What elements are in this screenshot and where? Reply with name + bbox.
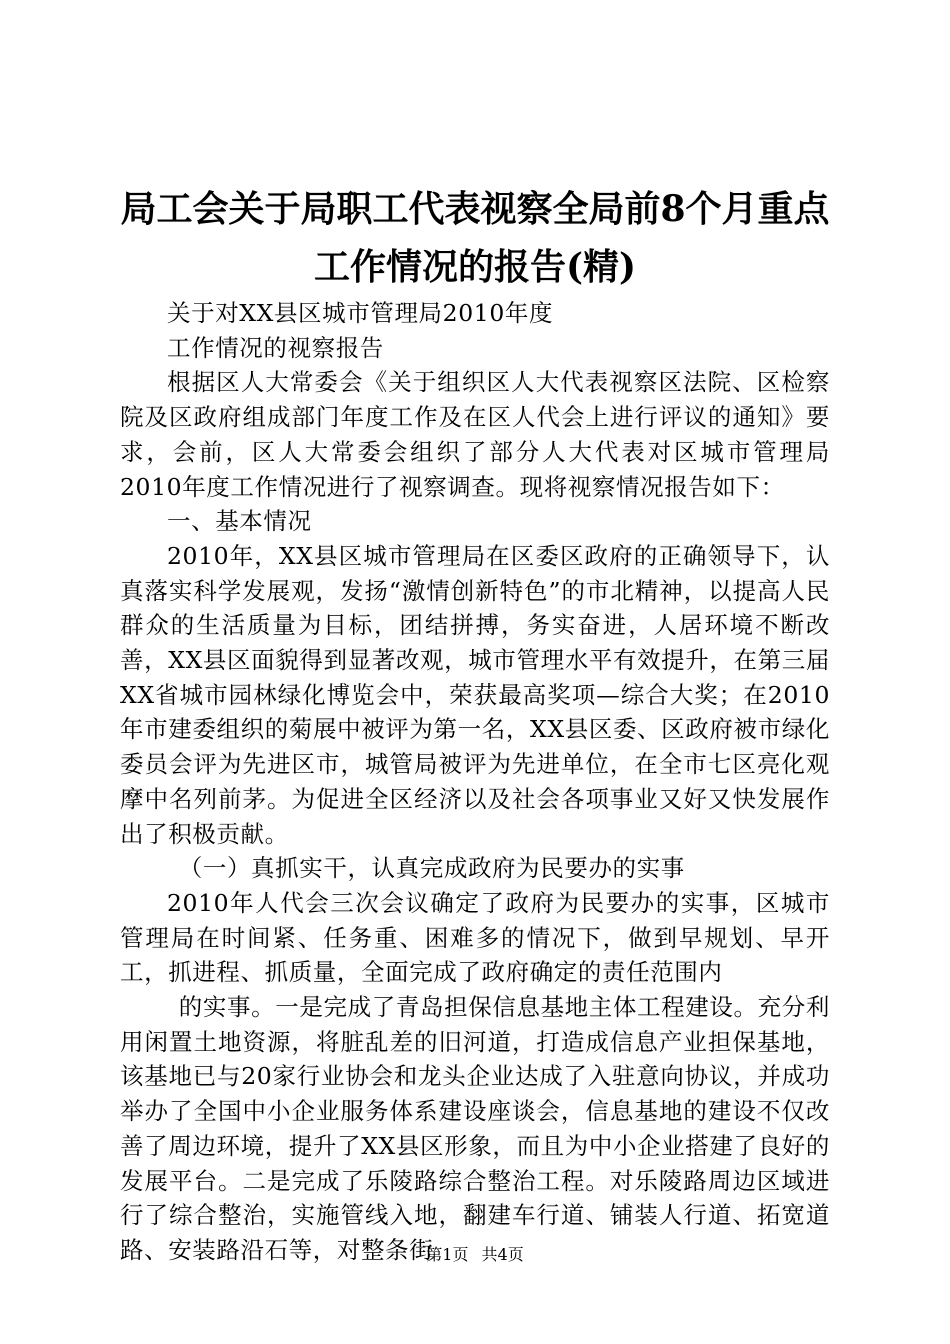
intro-paragraph: 根据区人大常委会《关于组织区人大代表视察区法院、区检察院及区政府组成部门年度工作及在区人代会上进行评议的通知》要求，会前，区人大常委会组织了部分人大代表对区城市管理局2010年度工作情况进行了视察调查。现将视察情况报告如下： <box>120 368 830 501</box>
page-total: 共4页 <box>481 1245 524 1264</box>
subtitle-line-1: 关于对XX县区城市管理局2010年度 <box>167 299 554 327</box>
subtitle-line-2: 工作情况的视察报告 <box>167 333 384 362</box>
basic-situation-paragraph: 2010年，XX县区城市管理局在区委区政府的正确领导下，认真落实科学发展观，发扬“激情创新特色”的市北精神，以提高人民群众的生活质量为目标，团结拼搏，务实奋进，人居环境不断改善，XX县区面貌得到显著改观，城市管理水平有效提升，在第三届XX省城市园林绿化博览会中，荣获最高奖项—综合大奖；在2010年市建委组织的菊展中被评为第一名，XX县区委、区政府被市绿化委员会评为先进区市，城管局被评为先进单位，在全市七区亮化观摩中名列前茅。为促进全区经济以及社会各项事业又好又快发展作出了积极贡献。 <box>120 541 830 848</box>
section-heading: 一、基本情况 <box>167 507 312 536</box>
title-line-2: 工作情况的报告(精) <box>313 246 637 288</box>
subsection-heading: （一）真抓实干，认真完成政府为民要办的实事 <box>178 854 685 883</box>
page-number: 第1页 <box>426 1245 469 1264</box>
practical-work-paragraph: 2010年人代会三次会议确定了政府为民要办的实事，区城市管理局在时间紧、任务重、困难多的情况下，做到早规划、早开工，抓进程、抓质量，全面完成了政府确定的责任范围内 <box>120 888 830 987</box>
document-body <box>120 296 830 1268</box>
continuation-paragraph: 的实事。一是完成了青岛担保信息基地主体工程建设。充分利用闲置土地资源，将脏乱差的旧河道，打造成信息产业担保基地，该基地已与20家行业协会和龙头企业达成了入驻意向协议，并成功举办了全国中小企业服务体系建设座谈会，信息基地的建设不仅改善了周边环境，提升了XX县区形象，而且为中小企业搭建了良好的发展平台。二是完成了乐陵路综合整治工程。对乐陵路周边区域进行了综合整治，实施管线入地，翻建车行道、铺装人行道、拓宽道路、安装路沿石等，对整条街 <box>120 993 830 1264</box>
title-line-1: 局工会关于局职工代表视察全局前8个月重点 <box>120 188 830 230</box>
document-title <box>120 180 830 296</box>
page-footer <box>0 1245 950 1265</box>
